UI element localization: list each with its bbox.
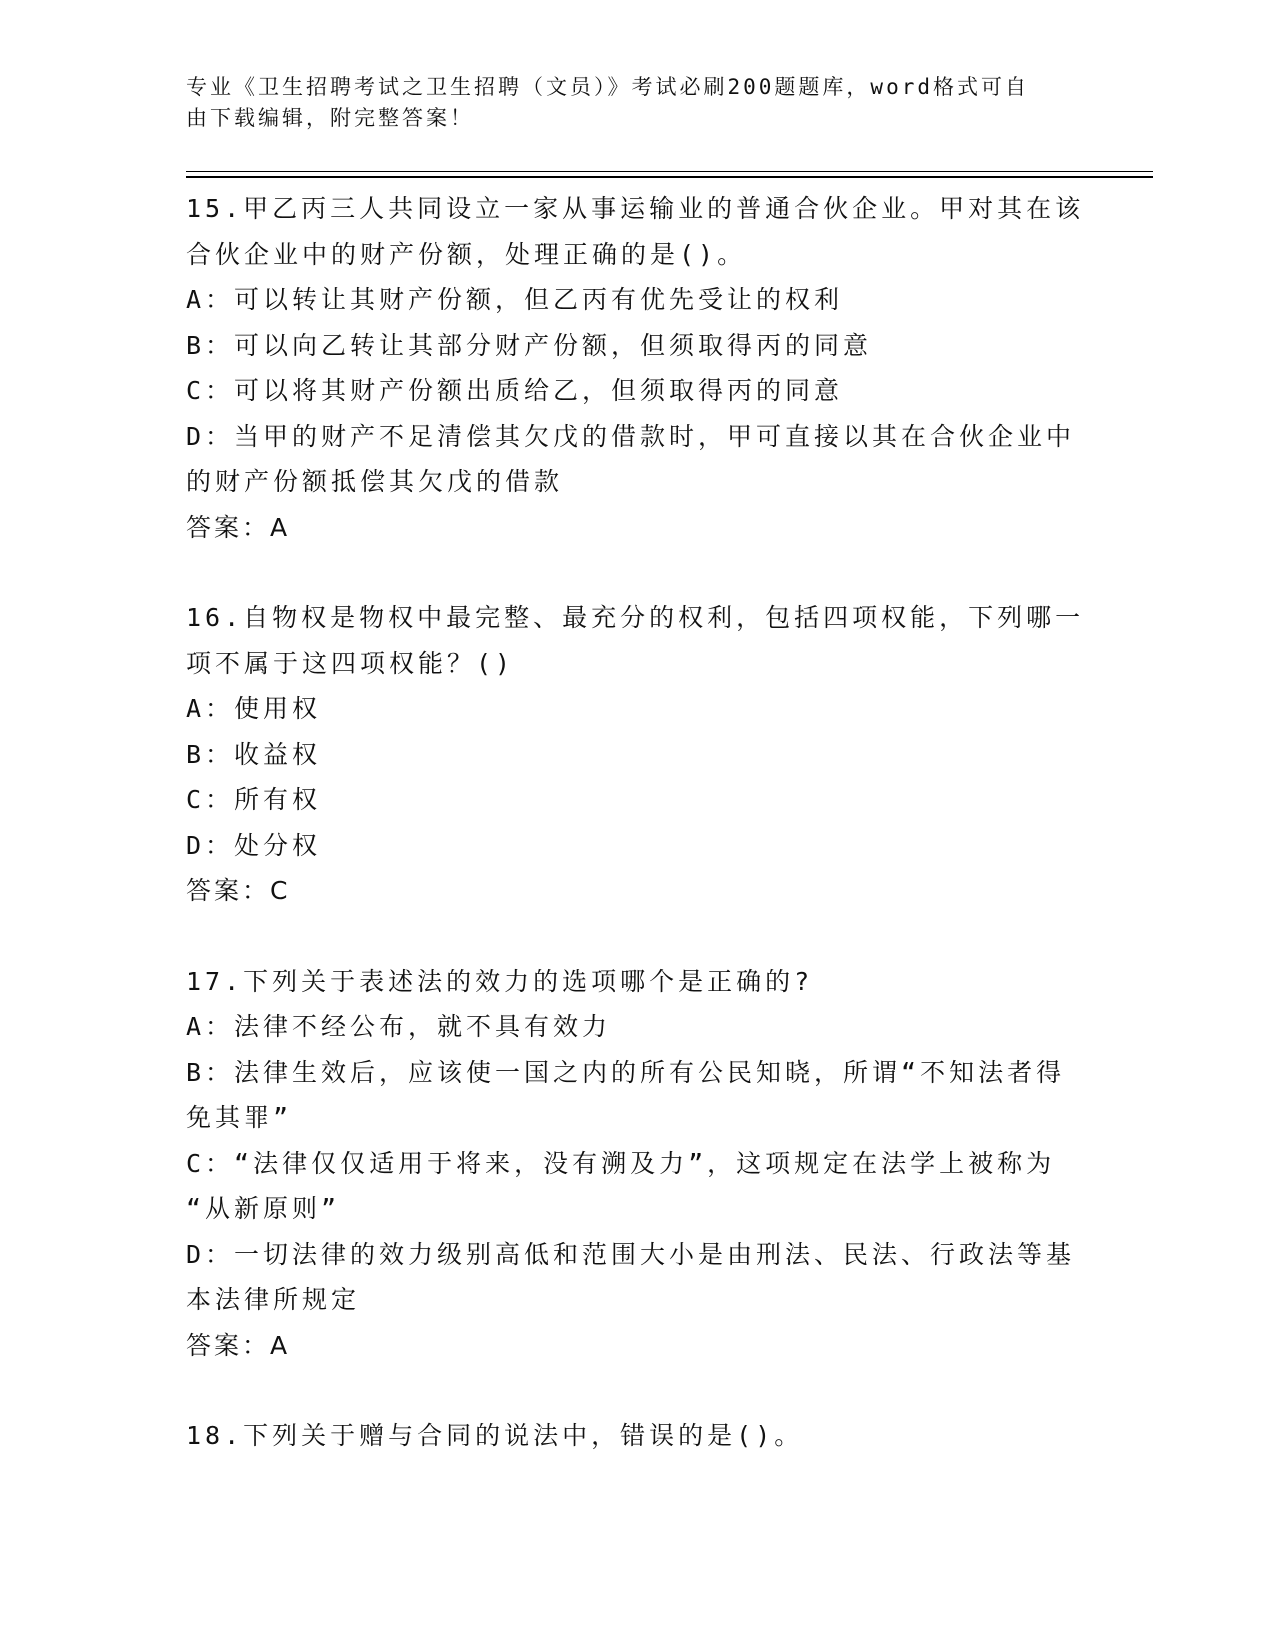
question-spacer	[186, 1368, 1086, 1413]
question-17	[186, 959, 1086, 1369]
question-text: 项不属于这四项权能？()	[186, 648, 515, 678]
question-text: 合伙企业中的财产份额，处理正确的是()。	[186, 239, 747, 269]
option-d: D：一切法律的效力级别高低和范围大小是由刑法、民法、行政法等基	[186, 1239, 1076, 1269]
document-header	[186, 72, 1086, 134]
option-c: C：“法律仅仅适用于将来，没有溯及力”，这项规定在法学上被称为	[186, 1148, 1056, 1178]
option-d-continued: 的财产份额抵偿其欠戊的借款	[186, 467, 564, 496]
question-spacer	[186, 550, 1086, 595]
header-line-2: 由下载编辑，附完整答案！	[186, 106, 474, 130]
option-d: D：当甲的财产不足清偿其欠戊的借款时，甲可直接以其在合伙企业中	[186, 421, 1076, 451]
option-b: B：可以向乙转让其部分财产份额，但须取得丙的同意	[186, 330, 873, 360]
question-15	[186, 186, 1086, 550]
question-text: 15.甲乙丙三人共同设立一家从事运输业的普通合伙企业。甲对其在该	[186, 194, 1085, 223]
option-c-continued: “从新原则”	[186, 1194, 341, 1223]
option-a: A：使用权	[186, 694, 322, 723]
question-list	[186, 186, 1086, 1459]
option-a: A：法律不经公布，就不具有效力	[186, 1012, 612, 1041]
question-text: 18.下列关于赠与合同的说法中，错误的是()。	[186, 1421, 804, 1450]
header-rule-thick	[186, 176, 1153, 178]
question-text: 16.自物权是物权中最完整、最充分的权利，包括四项权能，下列哪一	[186, 603, 1085, 632]
option-d: D：处分权	[186, 830, 322, 860]
option-a: A：可以转让其财产份额，但乙丙有优先受让的权利	[186, 285, 844, 314]
option-c: C：所有权	[186, 785, 322, 814]
question-18	[186, 1413, 1086, 1459]
answer: 答案：C	[186, 876, 291, 905]
option-d-continued: 本法律所规定	[186, 1285, 361, 1314]
question-spacer	[186, 914, 1086, 959]
option-b: B：收益权	[186, 739, 322, 769]
answer: 答案：A	[186, 512, 291, 542]
header-rule-thin	[186, 171, 1153, 172]
question-16	[186, 595, 1086, 914]
question-text: 17.下列关于表述法的效力的选项哪个是正确的?	[186, 966, 814, 996]
header-line-1: 专业《卫生招聘考试之卫生招聘（文员）》考试必刷200题题库，word格式可自	[186, 75, 1029, 99]
option-c: C：可以将其财产份额出质给乙，但须取得丙的同意	[186, 376, 844, 405]
option-b: B：法律生效后，应该使一国之内的所有公民知晓，所谓“不知法者得	[186, 1057, 1066, 1087]
answer: 答案：A	[186, 1330, 291, 1360]
option-b-continued: 免其罪”	[186, 1103, 293, 1132]
